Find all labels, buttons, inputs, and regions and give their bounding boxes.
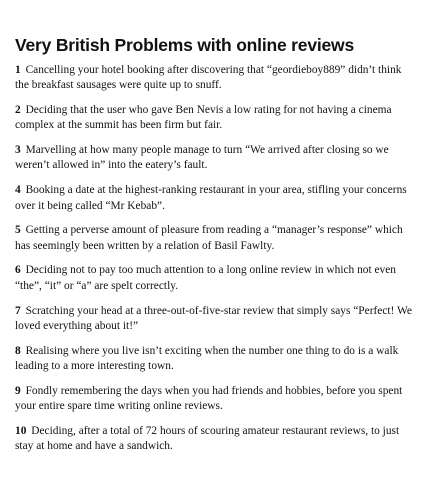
list-item — [15, 424, 415, 455]
item-text: Deciding not to pay too much attention to a long online review in which not even “the”, “it” or “a” are spelt correctly. — [15, 264, 396, 292]
item-number: 1 — [15, 64, 21, 76]
list-item — [15, 263, 415, 294]
item-number: 4 — [15, 184, 21, 197]
list-item — [15, 103, 415, 134]
list-item — [15, 223, 415, 254]
list-item — [15, 384, 415, 415]
list-item — [15, 344, 415, 375]
item-text: Getting a perverse amount of pleasure from reading a “manager’s response” which has seemingly been written by a relation of Basil Fawlty. — [15, 224, 403, 252]
item-number: 10 — [15, 424, 27, 437]
item-number: 7 — [15, 304, 21, 317]
list-item — [15, 304, 415, 335]
list-item — [15, 143, 415, 174]
article — [15, 34, 415, 464]
item-number: 9 — [15, 384, 21, 397]
item-number: 6 — [15, 264, 21, 277]
item-text: Marvelling at how many people manage to turn “We arrived after closing so we weren’t allowed in” into the eatery’s fault. — [15, 144, 389, 172]
list-item — [15, 183, 415, 214]
item-number: 3 — [15, 144, 21, 157]
item-text: Deciding that the user who gave Ben Nevis a low rating for not having a cinema complex at the summit has been firm but fair. — [15, 104, 392, 132]
item-number: 2 — [15, 104, 21, 117]
article-title: Very British Problems with online reviews — [15, 35, 354, 55]
item-text: Realising where you live isn’t exciting when the number one thing to do is a walk leading to a more interesting town. — [15, 344, 399, 372]
item-text: Cancelling your hotel booking after discovering that “geordieboy889” didn’t think the breakfast sausages were quite up to snuff. — [15, 64, 402, 92]
item-number: 8 — [15, 344, 21, 357]
item-text: Deciding, after a total of 72 hours of scouring amateur restaurant reviews, to just stay at home and have a sandwich. — [15, 424, 400, 453]
item-text: Scratching your head at a three-out-of-five-star review that simply says “Perfect! We loved everything about it!” — [15, 304, 412, 332]
item-text: Fondly remembering the days when you had friends and hobbies, before you spent your entire spare time writing online reviews. — [15, 384, 403, 413]
list-item — [15, 63, 415, 94]
item-text: Booking a date at the highest-ranking restaurant in your area, stifling your concerns over it being called “Mr Kebab”. — [15, 184, 407, 212]
item-number: 5 — [15, 224, 21, 237]
